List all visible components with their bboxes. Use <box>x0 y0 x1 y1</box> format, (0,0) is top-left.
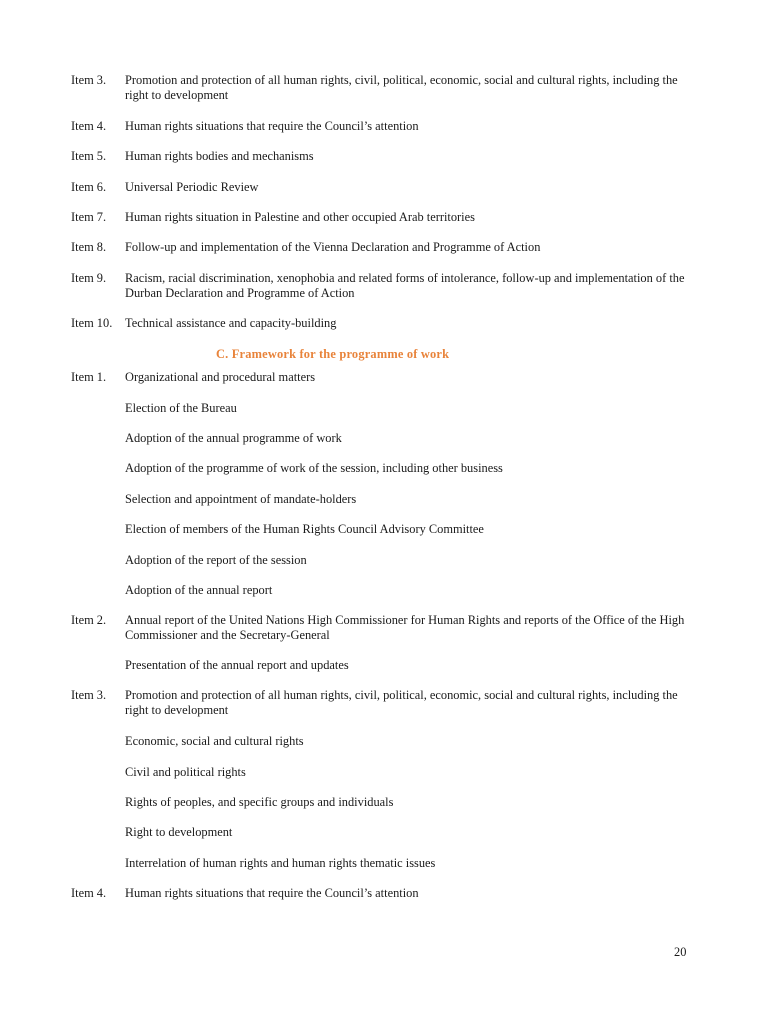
item-text: Civil and political rights <box>125 765 246 779</box>
item-text: Human rights bodies and mechanisms <box>125 149 314 163</box>
item-text: Promotion and protection of all human rights, civil, political, economic, social and cultural rights, including the right to development <box>125 73 678 102</box>
item-text: Human rights situations that require the Council’s attention <box>125 119 419 133</box>
page-number: 20 <box>674 945 687 959</box>
item-text: Human rights situation in Palestine and other occupied Arab territories <box>125 210 475 224</box>
item-text: Right to development <box>125 825 233 839</box>
item-text: Organizational and procedural matters <box>125 370 316 384</box>
item-text: Interrelation of human rights and human rights thematic issues <box>125 856 436 870</box>
item-number: Item 8. <box>71 240 107 254</box>
item-text: Follow-up and implementation of the Vienna Declaration and Programme of Action <box>125 240 541 254</box>
item-number: Item 6. <box>71 180 107 194</box>
section-heading: C. Framework for the programme of work <box>216 347 450 361</box>
item-text: Election of members of the Human Rights Council Advisory Committee <box>125 522 484 536</box>
item-number: Item 4. <box>71 119 107 133</box>
item-number: Item 10. <box>71 316 113 330</box>
item-number: Item 3. <box>71 688 107 702</box>
item-text: Adoption of the annual programme of work <box>125 431 342 445</box>
item-text: Adoption of the report of the session <box>125 553 307 567</box>
item-text: Economic, social and cultural rights <box>125 734 304 748</box>
item-number: Item 2. <box>71 613 107 627</box>
item-text: Rights of peoples, and specific groups and individuals <box>125 795 394 809</box>
item-text: Adoption of the programme of work of the session, including other business <box>125 461 503 475</box>
item-number: Item 7. <box>71 210 107 224</box>
item-text: Technical assistance and capacity-building <box>125 316 337 330</box>
item-number: Item 9. <box>71 271 107 285</box>
item-text: Presentation of the annual report and updates <box>125 658 349 672</box>
item-text: Adoption of the annual report <box>125 583 273 597</box>
item-number: Item 1. <box>71 370 107 384</box>
item-text: Racism, racial discrimination, xenophobia and related forms of intolerance, follow-up and implementation of the Durban Declaration and Programme of Action <box>125 271 685 300</box>
item-text: Universal Periodic Review <box>125 180 259 194</box>
item-number: Item 4. <box>71 886 107 900</box>
item-number: Item 5. <box>71 149 107 163</box>
item-text: Selection and appointment of mandate-holders <box>125 492 357 506</box>
item-text: Promotion and protection of all human rights, civil, political, economic, social and cultural rights, including the right to development <box>125 688 678 717</box>
item-text: Human rights situations that require the Council’s attention <box>125 886 419 900</box>
item-text: Election of the Bureau <box>125 401 237 415</box>
item-number: Item 3. <box>71 73 107 87</box>
item-text: Annual report of the United Nations High Commissioner for Human Rights and reports of the Office of the High Commissioner and the Secretary-General <box>125 613 685 642</box>
